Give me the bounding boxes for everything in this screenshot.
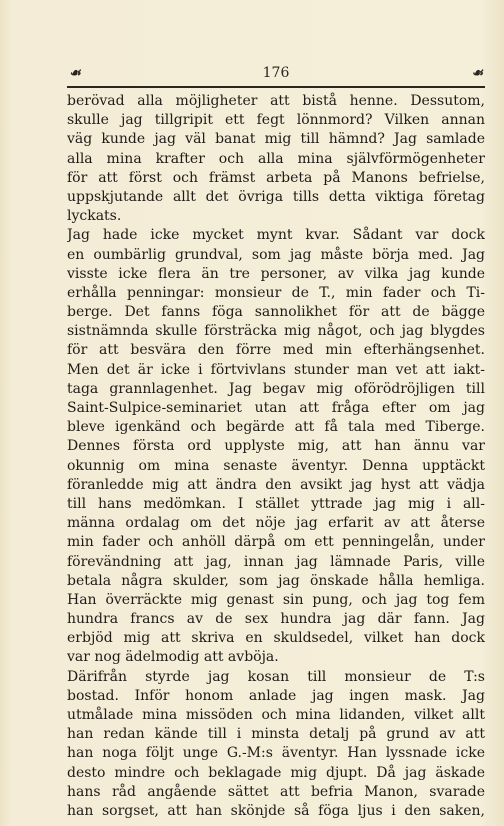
- text-line: desto mindre och beklagade mig djupt. Då jag äskade: [67, 764, 485, 781]
- text-line: Dennes första ord upplyste mig, att han ännu var: [67, 438, 485, 455]
- header-rule: [67, 86, 485, 88]
- text-line: erbjöd mig att skriva en skuldsedel, vilket han dock: [67, 630, 485, 647]
- left-ornament-icon: ☙: [69, 66, 81, 81]
- text-line: lyckats.: [67, 208, 122, 225]
- text-line: alla mina krafter och alla mina självförmögenheter: [67, 150, 485, 167]
- body-text: [67, 92, 485, 821]
- text-line: erhålla penningar: monsieur de T., min fader och Ti-: [67, 284, 485, 301]
- text-line: bleve igenkänd och begärde att få tala med Tiberge.: [67, 419, 485, 436]
- text-line: berövad alla möjligheter att bistå henne. Dessutom,: [67, 93, 485, 109]
- text-line: Därifrån styrde jag kosan till monsieur de T:s: [67, 668, 485, 685]
- text-line: han redan kände till i minsta detalj på grund av att: [67, 726, 485, 743]
- text-line: hundra francs av de sex hundra jag där fann. Jag: [67, 611, 485, 628]
- text-line: föranledde mig att ändra den avsikt jag hyst att vädja: [67, 476, 485, 493]
- text-line: väg kunde jag väl banat mig till hämnd? Jag samlade: [67, 131, 485, 148]
- text-line: till hans medömkan. I stället yttrade jag mig i all-: [67, 495, 485, 512]
- text-line: betala några skulder, som jag önskade hålla hemliga.: [67, 572, 485, 589]
- text-line: uppskjutande allt det övriga tills detta viktiga företag: [67, 188, 485, 205]
- text-line: skulle jag tillgripit ett fegt lönnmord? Vilken annan: [67, 112, 485, 129]
- text-line: taga grannlagenhet. Jag begav mig oförödröjligen till: [67, 380, 485, 397]
- text-line: bostad. Inför honom anlade jag ingen mask. Jag: [67, 687, 485, 704]
- right-ornament-icon: ☙: [471, 66, 483, 81]
- text-line: han noga följt unge G.-M:s äventyr. Han lyssnade icke: [67, 745, 485, 762]
- text-line: sistnämnda skulle försträcka mig något, och jag blygdes: [67, 323, 485, 340]
- text-line: Saint-Sulpice-seminariet utan att fråga efter om jag: [67, 400, 485, 416]
- text-line: min fader och anhöll därpå om ett penningelån, under: [67, 534, 485, 551]
- text-line: hans råd angående sättet att befria Manon, svarade: [67, 783, 485, 800]
- text-line: Han överräckte mig genast sin pung, och jag tog fem: [67, 591, 485, 608]
- text-line: visste icke flera än tre personer, av vilka jag kunde: [67, 265, 485, 282]
- text-line: han sorgset, att han skönjde så föga ljus i den saken,: [67, 802, 485, 819]
- text-line: för att besvära den förre med min efterhängsenhet.: [67, 342, 485, 359]
- text-line: en oumbärlig grundval, som jag måste börja med. Jag: [67, 246, 485, 263]
- text-line: männa ordalag om det nöje jag erfarit av att återse: [67, 515, 485, 532]
- text-line: berge. Det fanns föga sannolikhet för att de bägge: [67, 304, 485, 321]
- text-line: förevändning att jag, innan jag lämnade Paris, ville: [67, 553, 485, 570]
- text-line: var nog ädelmodig att avböja.: [67, 649, 279, 666]
- page-header: [67, 62, 485, 84]
- text-line: Men det är icke i förtvivlans stunder man vet att iakt-: [67, 361, 485, 378]
- text-line: för att först och främst arbeta på Manons befrielse,: [67, 169, 485, 186]
- text-line: okunnig om mina senaste äventyr. Denna upptäckt: [67, 457, 485, 474]
- page-number: 176: [262, 65, 290, 81]
- text-line: utmålade mina missöden och mina lidanden, vilket allt: [67, 707, 485, 723]
- text-line: Jag hade icke mycket mynt kvar. Sådant var dock: [67, 227, 485, 244]
